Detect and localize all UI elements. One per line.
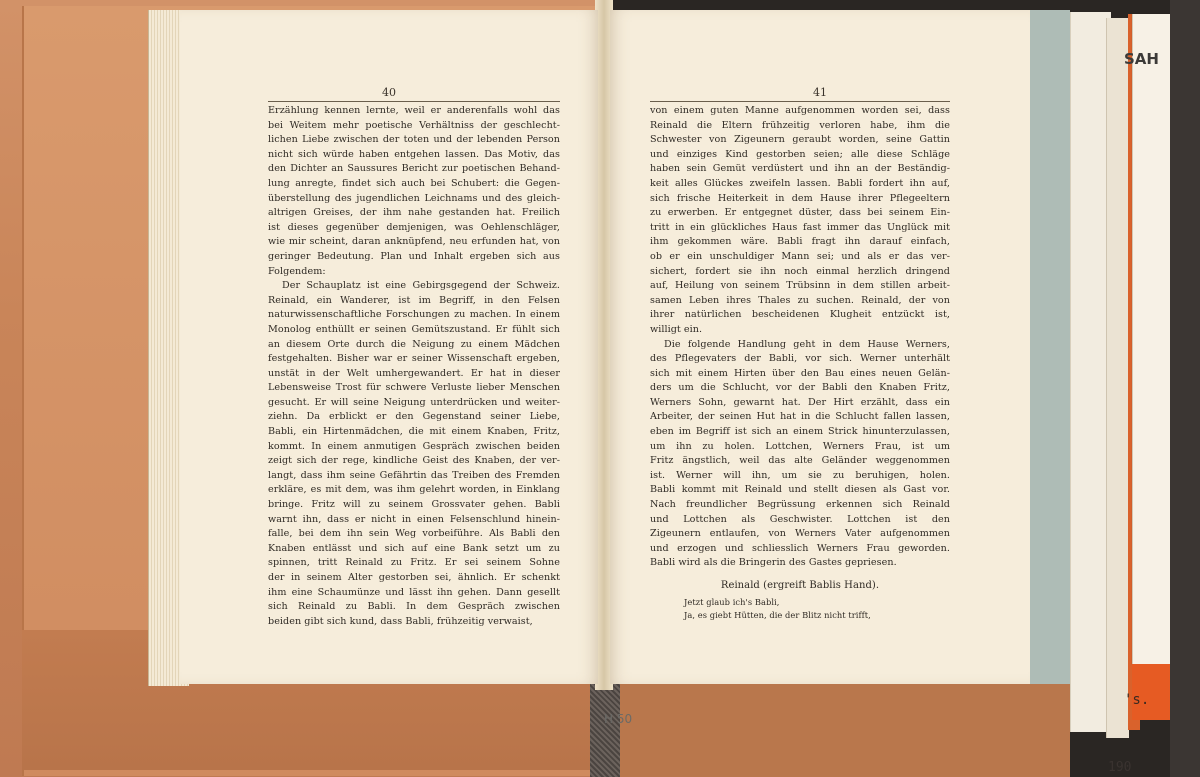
text-line: Lebensweise Trost für schwere Verluste lieber Menschen	[268, 382, 560, 394]
stacked-sheet-b	[1106, 18, 1129, 738]
verse-block	[684, 596, 950, 623]
text-line: samen Leben ihres Thales zu suchen. Reinald, der von	[650, 294, 950, 306]
text-line: Knaben entlässt und sich auf eine Bank setzt um zu	[268, 542, 560, 554]
page-number: 41	[813, 86, 827, 99]
text-line: bringe. Fritz will zu seinem Grossvater gehen. Babli	[268, 499, 560, 511]
text-line: wie mir scheint, daran anknüpfend, neu erfunden hat, von	[268, 236, 560, 248]
text-line: und Lottchen als Geschwister. Lottchen ist den	[650, 513, 950, 525]
text-line: bei Weitem mehr poetische Verhältniss der geschlecht-	[268, 119, 560, 131]
text-line: ders um die Schlucht, vor der Babli den Knaben Fritz,	[650, 382, 950, 394]
right-page	[610, 10, 1030, 684]
left-page	[180, 10, 598, 684]
text-line: eben im Begriff ist sich an einem Strick hinunterzulassen,	[650, 426, 950, 438]
text-line: geringer Bedeutung. Plan und Inhalt ergeben sich aus	[268, 250, 560, 262]
paragraph	[650, 104, 950, 338]
text-line: sich frische Heiterkeit in dem Hause ihrer Pflegeeltern	[650, 192, 950, 204]
text-line: ihrer natürlichen bescheidenen Klugheit entzückt ist,	[650, 309, 950, 321]
text-line: auf, Heilung von seinem Trübsinn in dem stillen arbeit-	[650, 280, 950, 292]
stacked-band-label: 's.	[1124, 692, 1150, 708]
text-line: Nach freundlicher Begrüssung erkennen sich Reinald	[650, 499, 950, 511]
text-line: Zigeunern entlaufen, von Werners Vater aufgenommen	[650, 528, 950, 540]
paragraph	[650, 338, 950, 572]
spine-fabric	[590, 684, 620, 777]
interleaf-pencil-note: H 50	[604, 712, 633, 726]
interleaf-edge	[1030, 10, 1070, 750]
text-line: Reinald die Eltern frühzeitig verloren habe, ihm die	[650, 119, 950, 131]
text-line: der in seinem Alter gestorben sei, ähnlich. Er schenkt	[268, 572, 560, 583]
stacked-sheet-a	[1070, 12, 1111, 732]
right-dark-edge	[1170, 0, 1200, 777]
page-body-text	[650, 104, 950, 623]
text-line: von einem guten Manne aufgenommen worden sei, dass	[650, 105, 950, 116]
text-line: und erzogen und schliesslich Werners Frau geworden.	[650, 542, 950, 554]
text-line: Werners Sohn, gewarnt hat. Der Hirt erzählt, dass ein	[650, 396, 950, 408]
text-line: sich mit einem Hirten über den Bau eines neuen Gelän-	[650, 367, 950, 379]
text-line: ob er ein unschuldiger Mann sei; und als er das ver-	[650, 250, 950, 262]
text-line: Babli wird als die Bringerin des Gastes gepriesen.	[650, 557, 897, 569]
text-line: tritt in ein glückliches Haus fast immer das Unglück mit	[650, 221, 950, 233]
text-line: sichert, fordert sie ihn noch einmal herzlich dringend	[650, 265, 950, 277]
text-line: gesucht. Er will seine Neigung unterdrücken und weiter-	[268, 396, 560, 408]
text-line: kommt. In einem anmutigen Gespräch zwischen beiden	[268, 440, 560, 452]
text-line: ist. Werner will ihn, um sie zu beruhigen, holen.	[650, 469, 950, 481]
text-line: haben sein Gemüt verdüstert und ihn an der Beständig-	[650, 163, 950, 175]
text-line: zeigt sich der rege, kindliche Geist des Knaben, der ver-	[268, 455, 560, 467]
text-line: zu erwerben. Er entgegnet düster, dass bei seinem Ein-	[650, 207, 950, 219]
verse-line: Jetzt glaub ich's Babli,	[684, 596, 780, 607]
text-line: Monolog enthüllt er seinen Gemütszustand. Er fühlt sich	[268, 323, 560, 335]
text-line: Schwester von Zigeunern geraubt worden, seine Gattin	[650, 134, 950, 146]
text-line: sich Reinald zu Babli. In dem Gespräch zwischen	[268, 601, 560, 613]
right-cover-flap	[606, 684, 1070, 777]
paragraph	[268, 104, 560, 279]
page-body-text	[268, 104, 560, 629]
text-line: erkläre, es mit dem, was ihm gelehrt worden, in Einklang	[268, 484, 560, 496]
text-line: ihm gekommen wäre. Babli fragt ihn darauf einfach,	[650, 236, 950, 248]
text-line: naturwissenschaftliche Forschungen zu machen. In einem	[268, 309, 560, 321]
text-line: um ihn zu holen. Lottchen, Werners Frau, ist um	[650, 440, 950, 452]
verse-line: Ja, es giebt Hütten, die der Blitz nicht trifft,	[684, 610, 871, 621]
text-line: ziehn. Da erblickt er den Gegenstand seiner Liebe,	[268, 411, 560, 423]
paragraphs	[650, 104, 950, 571]
text-line: falle, bei dem ihn sein Weg vorbeiführe. Als Babli den	[268, 528, 560, 540]
text-line: Reinald, ein Wanderer, ist im Begriff, in den Felsen	[268, 294, 560, 306]
stage-direction: Reinald (ergreift Bablis Hand).	[720, 580, 880, 591]
text-line: und einziges Kind gestorben seien; alle diese Schläge	[650, 148, 950, 160]
text-line: festgehalten. Bisher war er seiner Wissenschaft ergeben,	[268, 353, 560, 365]
text-line: Der Schauplatz ist eine Gebirgsgegend der Schweiz.	[282, 280, 560, 292]
header-rule	[268, 101, 560, 102]
stacked-page	[1132, 14, 1171, 664]
text-line: Die folgende Handlung geht in dem Hause Werners,	[664, 338, 950, 350]
text-line: altrigen Greises, der ihm nahe gestanden hat. Freilich	[268, 207, 560, 219]
text-line: Babli kommt mit Reinald und stellt diesen als Gast vor.	[650, 484, 950, 496]
text-line: den Dichter an Saussures Bericht zur poetischen Behand-	[268, 163, 560, 175]
text-line: Erzählung kennen lernte, weil er anderenfalls wohl das	[268, 105, 560, 116]
text-line: Arbeiter, der seinen Hut hat in die Schlucht fallen lassen,	[650, 411, 950, 423]
text-line: keit alles Glückes zweifeln lassen. Babli fordert ihn auf,	[650, 177, 950, 189]
header-rule	[650, 101, 950, 102]
text-line: spinnen, tritt Reinald zu Fritz. Er sei seinem Sohne	[268, 557, 560, 569]
text-line: lichen Liebe zwischen der toten und der lebenden Person	[268, 134, 560, 146]
text-line: beiden gibt sich kund, dass Babli, frühzeitig verwaist,	[268, 615, 533, 627]
paragraph	[268, 279, 560, 629]
text-line: unstät in der Welt umhergewandert. Er hat in dieser	[268, 367, 560, 379]
text-line: Fritz ängstlich, weil das alte Geländer weggenommen	[650, 455, 950, 467]
text-line: überstellung des jugendlichen Leichnams und des gleich-	[268, 192, 560, 204]
text-line: langt, dass ihm seine Gefährtin das Treiben des Fremden	[268, 469, 560, 481]
text-line: willigt ein.	[650, 323, 703, 335]
text-line: Folgendem:	[268, 265, 326, 277]
text-line: nicht sich würde haben entgehen lassen. Das Motiv, das	[268, 148, 560, 160]
text-line: lung anregte, findet sich auch bei Schubert: die Gegen-	[268, 177, 560, 189]
text-line: ihm eine Schaumünze und lässt ihn gehen. Dann gesellt	[268, 586, 560, 598]
page-number: 40	[382, 86, 396, 99]
text-line: an diesem Orte durch die Neigung zu einem Mädchen	[268, 338, 560, 350]
stacked-bottom-label: 190	[1108, 760, 1132, 775]
text-line: Babli, ein Hirtenmädchen, die mit einem Knaben, Fritz,	[268, 426, 560, 438]
text-line: ist dieses gegenüber demjenigen, was Oehlenschläger,	[268, 221, 560, 233]
text-line: des Pflegevaters der Babli, vor sich. Werner unterhält	[650, 353, 950, 365]
text-line: warnt ihn, dass er nicht in einen Felsenschlund hinein-	[268, 513, 560, 525]
stacked-page-title-fragment: SAH	[1124, 50, 1159, 68]
